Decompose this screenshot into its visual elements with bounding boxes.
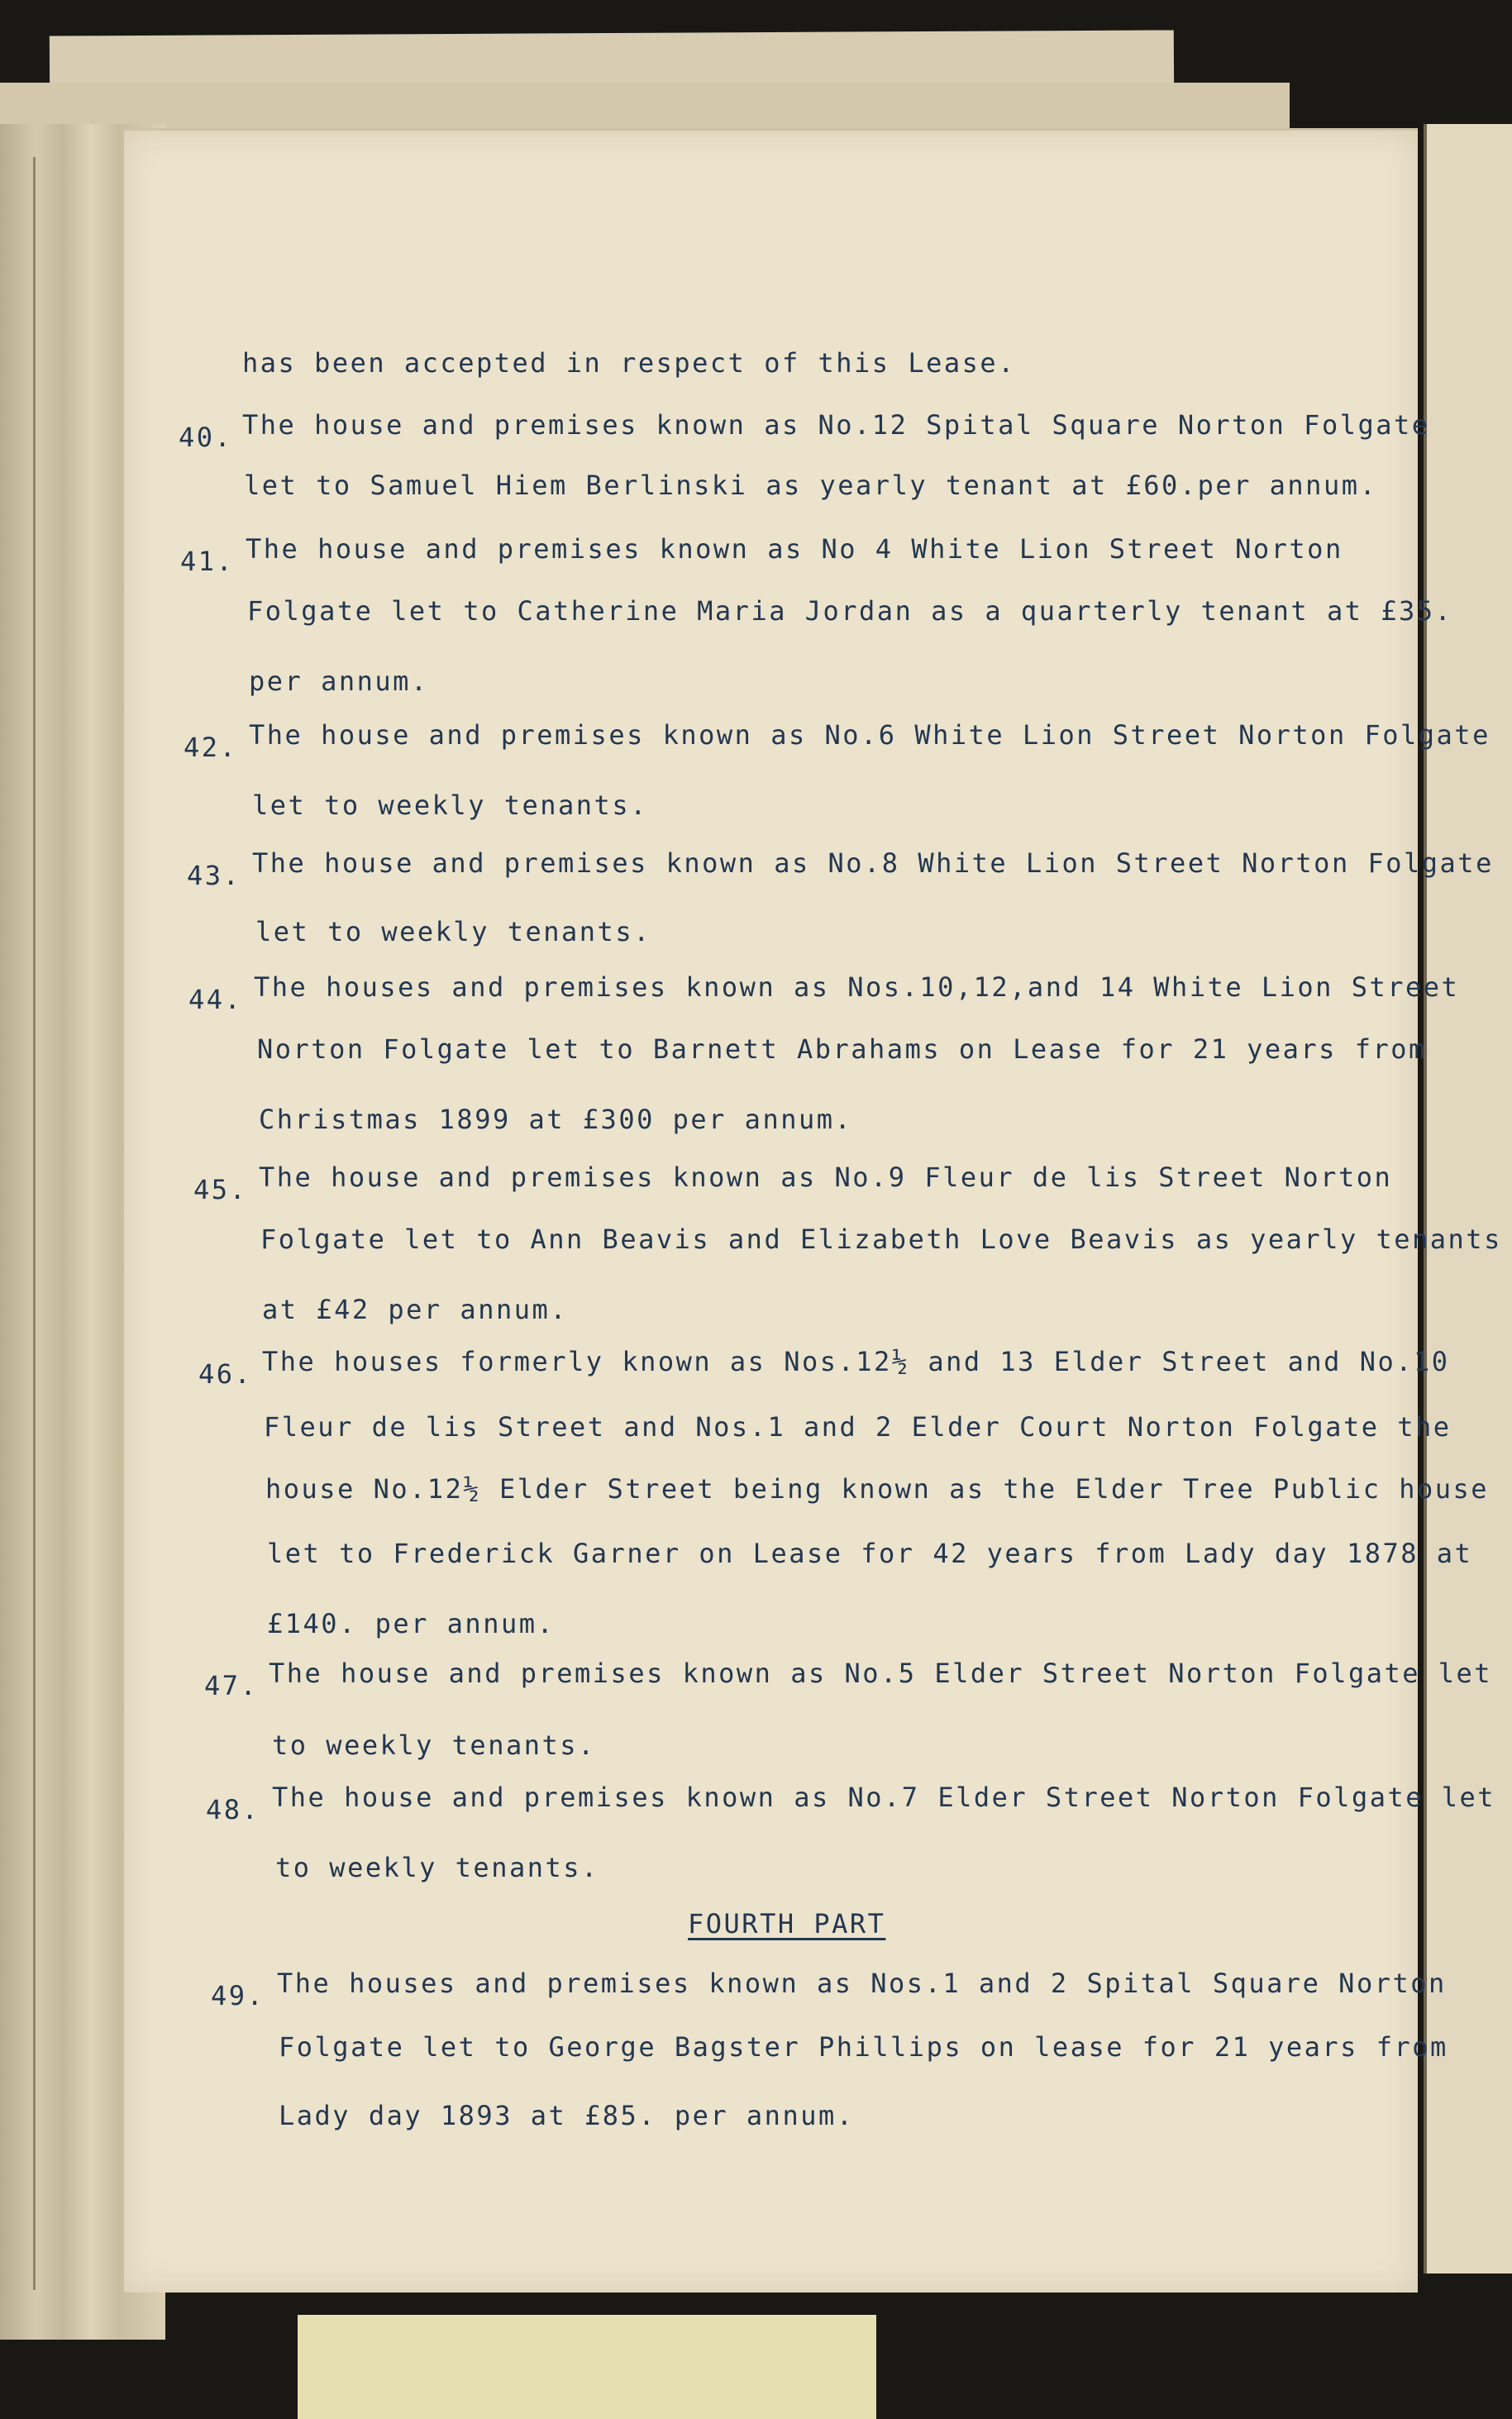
entry-line: Folgate let to George Bagster Phillips on lease for 21 years from [279,2031,1448,2063]
entry-line: £140. per annum. [267,1608,556,1639]
entry-line: Folgate let to Catherine Maria Jordan as a quarterly tenant at £35. [247,595,1453,627]
facing-page-edge [1424,124,1512,2273]
entry-line: The house and premises known as No.9 Fleur de lis Street Norton [259,1162,1393,1193]
entry-number: 40. [179,422,233,453]
entry-line: Norton Folgate let to Barnett Abrahams on Lease for 21 years from [257,1033,1427,1065]
entry-number: 45. [193,1174,248,1205]
entry-number: 41. [180,546,235,577]
entry-line: per annum. [249,666,429,697]
entry-line: The house and premises known as No.6 White Lion Street Norton Folgate [249,719,1491,751]
entry-line: The house and premises known as No.7 Elder Street Norton Folgate let [272,1782,1496,1813]
entry-line: house No.12½ Elder Street being known as the Elder Tree Public house [265,1473,1490,1505]
entry-line: to weekly tenants. [275,1852,599,1883]
entry-line: The houses and premises known as Nos.10,12,and 14 White Lion Street [254,971,1460,1003]
entry-number: 48. [206,1794,260,1825]
entry-line: Lady day 1893 at £85. per annum. [279,2100,855,2131]
entry-line: at £42 per annum. [262,1294,569,1325]
bottom-paper-slip [298,2315,876,2419]
entry-line: let to weekly tenants. [255,916,651,947]
entry-number: 43. [187,860,241,891]
entry-line: let to Frederick Garner on Lease for 42 years from Lady day 1878 at [267,1538,1473,1569]
entry-line: The house and premises known as No 4 White Lion Street Norton [246,533,1343,565]
entry-number: 44. [188,984,243,1015]
entry-number: 49. [211,1980,265,2011]
entry-number: 42. [184,732,238,763]
entry-line: Christmas 1899 at £300 per annum. [259,1104,853,1135]
entry-line: The house and premises known as No.12 Spital Square Norton Folgate [242,409,1430,441]
entry-line: The house and premises known as No.8 White Lion Street Norton Folgate [252,847,1494,879]
entry-line: The houses and premises known as Nos.1 and 2 Spital Square Norton [277,1968,1447,1999]
entry-line: Fleur de lis Street and Nos.1 and 2 Elder Court Norton Folgate the [264,1411,1452,1443]
continuation-line: has been accepted in respect of this Lease. [242,347,1016,379]
entry-line: let to weekly tenants. [252,790,648,821]
entry-number: 47. [204,1670,259,1701]
entry-line: Folgate let to Ann Beavis and Elizabeth Love Beavis as yearly tenants [260,1224,1502,1255]
section-heading: FOURTH PART [688,1908,886,1939]
entry-line: The houses formerly known as Nos.12½ and 13 Elder Street and No.10 [262,1346,1450,1377]
entry-line: to weekly tenants. [272,1730,596,1761]
entry-number: 46. [198,1358,253,1390]
entry-line: let to Samuel Hiem Berlinski as yearly tenant at £60.per annum. [244,470,1378,501]
entry-line: The house and premises known as No.5 Elder Street Norton Folgate let [269,1658,1493,1689]
